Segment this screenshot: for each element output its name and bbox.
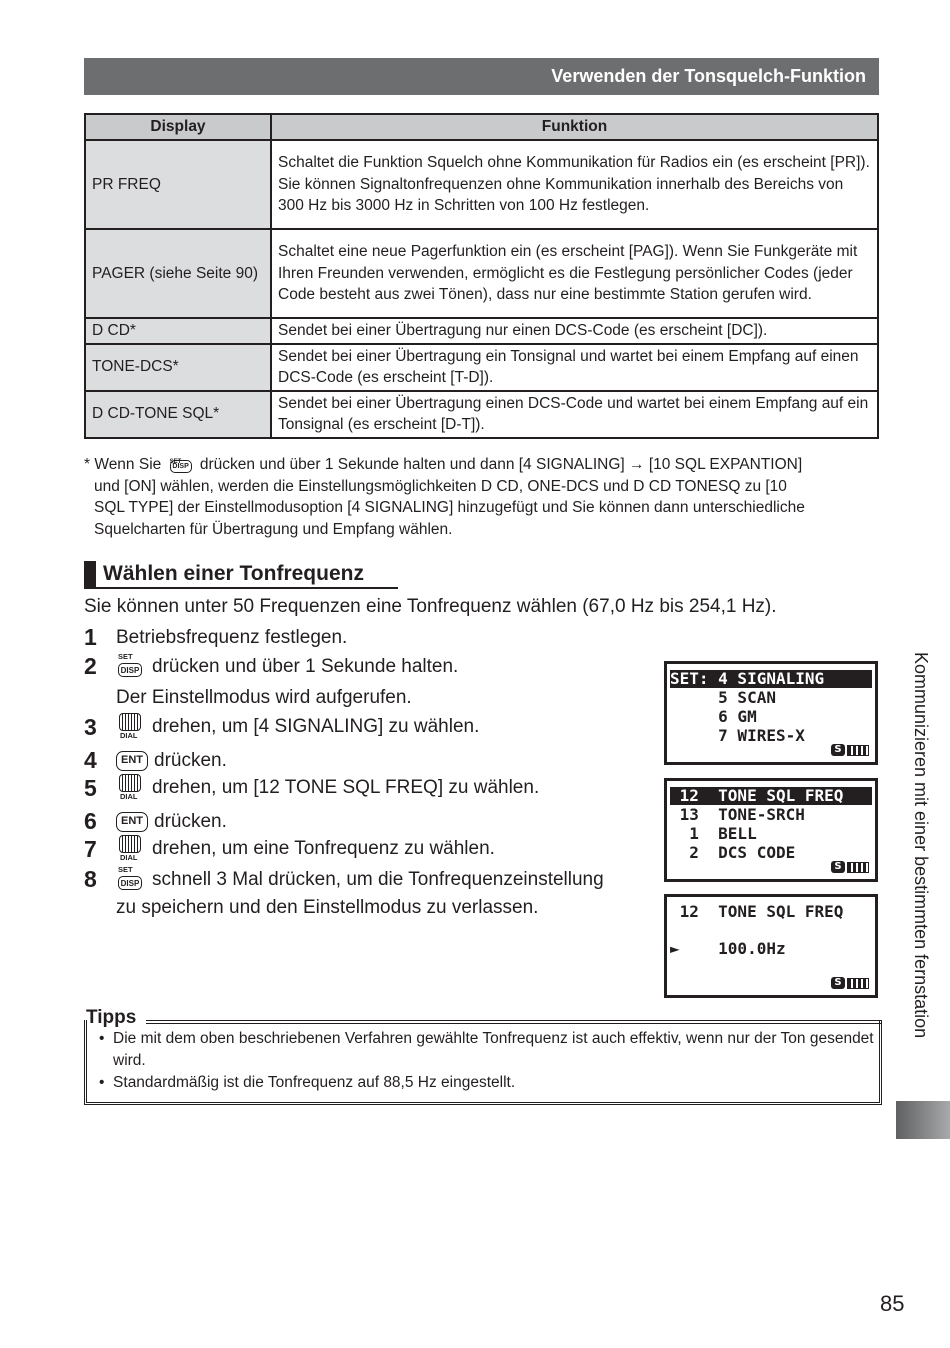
chapter-tab	[896, 1101, 950, 1139]
disp-label: DISP	[170, 460, 192, 473]
step-3	[84, 713, 479, 741]
section-header-title: Verwenden der Tonsquelch-Funktion	[551, 66, 866, 86]
table-row	[85, 391, 878, 438]
step-number: 1	[84, 624, 97, 650]
dial-knob-icon	[116, 835, 146, 863]
step-number: 8	[84, 866, 97, 892]
footnote-line: Squelcharten für Übertragung und Empfang wählen.	[94, 520, 453, 538]
battery-icon	[847, 862, 869, 873]
lcd-line-value: ► 100.0Hz	[670, 939, 786, 958]
step-text: drücken.	[154, 810, 227, 832]
step-1	[84, 624, 347, 651]
function-cell: Sendet bei einer Übertragung nur einen DCS-Code (es erscheint [DC]).	[271, 318, 878, 344]
step-number: 6	[84, 808, 97, 834]
display-cell: D CD-TONE SQL*	[85, 391, 271, 438]
step-8-continuation: zu speichern und den Einstellmodus zu verlassen.	[116, 897, 539, 918]
lcd-line: 7 WIRES-X	[670, 726, 805, 745]
dial-knob-icon	[116, 713, 146, 741]
step-number: 7	[84, 835, 97, 862]
lcd-line: 13 TONE-SRCH	[670, 805, 805, 824]
intro-text: Sie können unter 50 Frequenzen eine Tonfrequenz wählen (67,0 Hz bis 254,1 Hz).	[84, 596, 777, 617]
footnote-line: SQL TYPE] der Einstellmodusoption [4 SIGNALING] hinzugefügt und Sie können dann unterschiedliche	[94, 499, 805, 516]
tip-item: • Standardmäßig ist die Tonfrequenz auf 88,5 Hz eingestellt.	[99, 1074, 516, 1091]
function-cell: Sendet bei einer Übertragung ein Tonsignal und wartet bei einem Empfang auf einen DCS-Code (es erscheint [T-D]).	[271, 344, 878, 391]
step-2-result: Der Einstellmodus wird aufgerufen.	[116, 687, 412, 708]
dial-label: DIAL	[120, 853, 138, 862]
footnote-line: und [ON] wählen, werden die Einstellungsmöglichkeiten D CD, ONE-DCS und D CD TONESQ zu [10	[94, 477, 787, 495]
section-marker	[84, 561, 96, 587]
display-cell: PAGER (siehe Seite 90)	[85, 229, 271, 318]
display-cell: TONE-DCS*	[85, 344, 271, 391]
section-title-text: Wählen einer Tonfrequenz	[103, 562, 364, 585]
page-number: 85	[880, 1291, 905, 1316]
table-row	[85, 318, 878, 344]
step-number: 2	[84, 653, 97, 679]
battery-icon	[847, 745, 869, 756]
table-row	[85, 344, 878, 391]
set-label: SET	[118, 864, 133, 874]
function-cell: Schaltet die Funktion Squelch ohne Kommunikation für Radios ein (es erscheint [PR]). Sie können Signaltonfrequenzen ohne Kommunikation innerhalb des Bereichs von 300 Hz bis 3000 Hz in Schritten von 100 Hz festlegen.	[271, 140, 878, 229]
lcd-line: 12 TONE SQL FREQ	[670, 902, 844, 921]
table-row	[85, 140, 878, 229]
step-8	[84, 866, 604, 893]
step-text: schnell 3 Mal drücken, um die Tonfrequenzeinstellung	[152, 868, 604, 890]
step-text: drücken und über 1 Sekunde halten.	[152, 655, 459, 677]
step-7	[84, 835, 495, 863]
step-text: drehen, um [12 TONE SQL FREQ] zu wählen.	[152, 777, 540, 798]
tips-heading: Tipps	[86, 1007, 137, 1028]
step-2	[84, 653, 458, 680]
dial-knob	[119, 835, 141, 853]
section-title	[84, 561, 364, 587]
set-disp-key-icon	[116, 864, 146, 893]
s-indicator-icon: S	[831, 744, 845, 756]
side-chapter-text: Kommunizieren mit einer bestimmten fernstation	[911, 652, 931, 1039]
tip-text: Standardmäßig ist die Tonfrequenz auf 88,5 Hz eingestellt.	[113, 1074, 516, 1091]
footnote-line	[84, 454, 884, 476]
lcd-line: 5 SCAN	[670, 688, 776, 707]
display-cell: D CD*	[85, 318, 271, 344]
battery-icon	[847, 978, 869, 989]
lcd-line-selected: 12 TONE SQL FREQ	[670, 787, 872, 805]
lcd-screen-signaling-menu	[664, 661, 878, 765]
step-text: drücken.	[154, 749, 227, 771]
disp-label: DISP	[118, 876, 142, 890]
footnote-text: drücken und über 1 Sekunde halten und dann [4 SIGNALING] → [10 SQL EXPANTION]	[199, 456, 803, 473]
step-6	[84, 808, 227, 835]
step-text: Betriebsfrequenz festlegen.	[116, 626, 348, 648]
set-label: SET	[118, 651, 133, 661]
function-table	[84, 113, 879, 439]
column-header-function: Funktion	[271, 114, 878, 140]
disp-label: DISP	[118, 663, 142, 677]
lcd-screen-tone-freq	[664, 894, 878, 998]
step-number: 5	[84, 774, 97, 801]
lcd-line: 6 GM	[670, 707, 757, 726]
dial-label: DIAL	[120, 731, 138, 740]
s-indicator-icon: S	[831, 977, 845, 989]
ent-key-icon: ENT	[116, 751, 148, 771]
lcd-screen-signaling-items	[664, 778, 878, 882]
side-chapter-label	[901, 652, 931, 1092]
table-row	[85, 229, 878, 318]
lcd-status	[831, 977, 869, 989]
function-cell: Schaltet eine neue Pagerfunktion ein (es erscheint [PAG]). Wenn Sie Funkgeräte mit Ihren Freunden verwenden, ermöglicht es die Festlegung persönlicher Codes (jeder Code besteht aus zwei Tönen), dass nur eine bestimmte Station gerufen wird.	[271, 229, 878, 318]
lcd-status	[831, 744, 869, 756]
lcd-line: 1 BELL	[670, 824, 757, 843]
tip-item: • Die mit dem oben beschriebenen Verfahren gewählte Tonfrequenz ist auch effektiv, wenn nur der Ton gesendet wird.	[99, 1030, 874, 1069]
set-label: SET	[169, 458, 182, 465]
tips-box	[84, 1020, 882, 1105]
column-header-display: Display	[85, 114, 271, 140]
dial-knob-icon	[116, 774, 146, 802]
dial-knob	[119, 713, 141, 731]
lcd-line-selected: SET: 4 SIGNALING	[670, 670, 872, 688]
footnote-prefix: * Wenn Sie	[84, 456, 162, 473]
step-number: 4	[84, 747, 97, 773]
step-5	[84, 774, 539, 802]
section-underline	[84, 587, 398, 589]
step-4	[84, 747, 227, 774]
table-header-row	[85, 114, 878, 140]
section-header	[84, 58, 879, 95]
dial-label: DIAL	[120, 792, 138, 801]
s-indicator-icon: S	[831, 861, 845, 873]
set-disp-key-icon	[116, 651, 146, 680]
step-text: drehen, um [4 SIGNALING] zu wählen.	[152, 716, 480, 737]
function-cell: Sendet bei einer Übertragung einen DCS-Code und wartet bei einem Empfang auf ein Tonsignal (es erscheint [D-T]).	[271, 391, 878, 438]
display-cell: PR FREQ	[85, 140, 271, 229]
ent-key-icon: ENT	[116, 812, 148, 832]
dial-knob	[119, 774, 141, 792]
tip-text: Die mit dem oben beschriebenen Verfahren gewählte Tonfrequenz ist auch effektiv, wenn nur der Ton gesendet wird.	[113, 1030, 874, 1069]
footnote	[84, 454, 884, 540]
lcd-line: 2 DCS CODE	[670, 843, 796, 862]
step-number: 3	[84, 713, 97, 740]
step-text: drehen, um eine Tonfrequenz zu wählen.	[152, 838, 495, 859]
lcd-status	[831, 861, 869, 873]
set-disp-key-icon	[168, 455, 194, 475]
